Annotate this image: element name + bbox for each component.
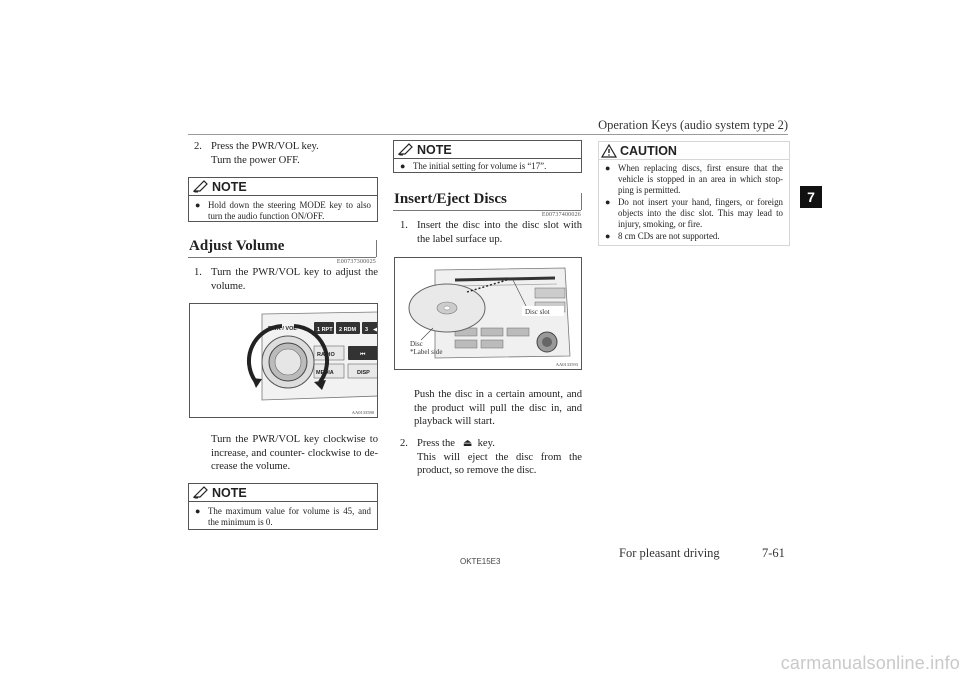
caution-bullet [605, 231, 783, 242]
caution-label: CAUTION [620, 143, 677, 158]
note-text: The maximum value for volume is 45, and the minimum is 0. [208, 506, 371, 527]
section-rule [188, 257, 376, 258]
caution-text: 8 cm CDs are not supported. [618, 231, 720, 241]
step-power-off [194, 140, 378, 167]
note-box-volume-range [188, 483, 378, 530]
caution-bullet [605, 197, 783, 230]
disc-label: Disc [410, 340, 423, 348]
note-bullet [189, 196, 377, 227]
bullet-mark: ● [400, 161, 406, 171]
disc-insert-illustration [395, 258, 582, 370]
step-text-post: key. [477, 438, 495, 449]
note-label: NOTE [212, 485, 247, 500]
caution-bullet [605, 163, 783, 196]
prev-track-icon: ⏮ [360, 352, 366, 358]
caution-body [599, 160, 789, 247]
note-bullet [394, 159, 581, 177]
note-box-initial-volume [393, 140, 582, 173]
bullet-mark: ● [605, 197, 611, 207]
note-label: NOTE [417, 142, 452, 157]
step-number: 1. [400, 220, 408, 231]
button-3: 3 [365, 327, 369, 333]
figure-code: AA0133593 [555, 362, 578, 367]
note-header [189, 484, 377, 502]
paragraph-push-disc: Push the disc in a certain amount, and the product will pull the disc in, and playback will start. [414, 389, 582, 427]
label-side-label: *Label side [410, 348, 443, 356]
note-bullet [189, 502, 377, 533]
footer-section: For pleasant driving [619, 546, 720, 560]
header-rule [188, 134, 788, 135]
bullet-mark: ● [605, 231, 611, 241]
bullet-mark: ● [195, 200, 201, 210]
page-number: 7-61 [762, 546, 785, 560]
step-number: 2. [400, 438, 408, 449]
note-text: The initial setting for volume is “17”. [413, 161, 547, 171]
button-radio: RADIO [317, 352, 335, 358]
warning-triangle-icon [601, 144, 617, 158]
eject-icon: ⏏ [462, 438, 473, 449]
figure-disc-slot [394, 257, 582, 370]
note-box-steering [188, 177, 378, 222]
paragraph-volume-direction: Turn the PWR/VOL key clockwise to increase, and counter- clockwise to de-crease the volume. [211, 434, 378, 472]
chapter-tab: 7 [800, 186, 822, 208]
button-rdm: 2 RDM [339, 327, 357, 333]
note-header [189, 178, 377, 196]
figure-code: AA0133580 [351, 410, 374, 415]
step-text-pre: Press the [417, 438, 455, 449]
step-number: 1. [194, 267, 202, 278]
note-label: NOTE [212, 179, 247, 194]
section-code: E00737300025 [336, 259, 376, 265]
bullet-mark: ● [195, 506, 201, 516]
step-insert-disc [400, 219, 582, 246]
note-header [394, 141, 581, 159]
step-text: Turn the PWR/VOL key to adjust the volume. [211, 267, 378, 292]
running-header: Operation Keys (audio system type 2) [598, 118, 788, 132]
button-disp: DISP [357, 370, 370, 376]
step-eject-disc [400, 437, 582, 478]
note-pencil-icon [193, 486, 209, 499]
note-pencil-icon [193, 180, 209, 193]
button-rpt: 1 RPT [317, 327, 333, 333]
pwr-vol-label: PWR / VOL [268, 326, 297, 332]
audio-panel-illustration [190, 304, 378, 418]
note-pencil-icon [398, 143, 414, 156]
step-text: Insert the disc into the disc slot with the label surface up. [417, 220, 582, 245]
section-code: E00737400026 [541, 212, 581, 218]
disc-slot-label: Disc slot [525, 308, 550, 316]
caution-text: When replacing discs, first ensure that the vehicle is stopped in an area in which stop-ping is permitted. [618, 163, 783, 195]
step-subtext: This will eject the disc from the product, so remove the disc. [417, 451, 582, 476]
caution-text: Do not insert your hand, fingers, or foreign objects into the disc slot. This may lead to injury, smoking, or fire. [618, 197, 783, 229]
arrow-left-icon: ◀ [373, 327, 378, 333]
section-rule-tick [581, 193, 582, 210]
watermark: carmanualsonline.info [780, 653, 960, 673]
step-text: Press the PWR/VOL key. [211, 141, 319, 152]
document-code: OKTE15E3 [460, 557, 501, 566]
section-rule [393, 210, 581, 211]
step-subtext: Turn the power OFF. [211, 154, 300, 166]
caution-header [599, 142, 789, 160]
section-rule-tick [376, 240, 377, 257]
note-text: Hold down the steering MODE key to also turn the audio function ON/OFF. [208, 200, 371, 221]
figure-volume-knob [189, 303, 378, 418]
bullet-mark: ● [605, 163, 611, 173]
section-title-insert-eject: Insert/Eject Discs [394, 191, 507, 207]
section-title-adjust-volume: Adjust Volume [189, 238, 285, 254]
button-media: MEDIA [316, 370, 334, 376]
step-adjust-volume [194, 266, 378, 293]
step-number: 2. [194, 141, 202, 152]
caution-box [598, 141, 790, 246]
